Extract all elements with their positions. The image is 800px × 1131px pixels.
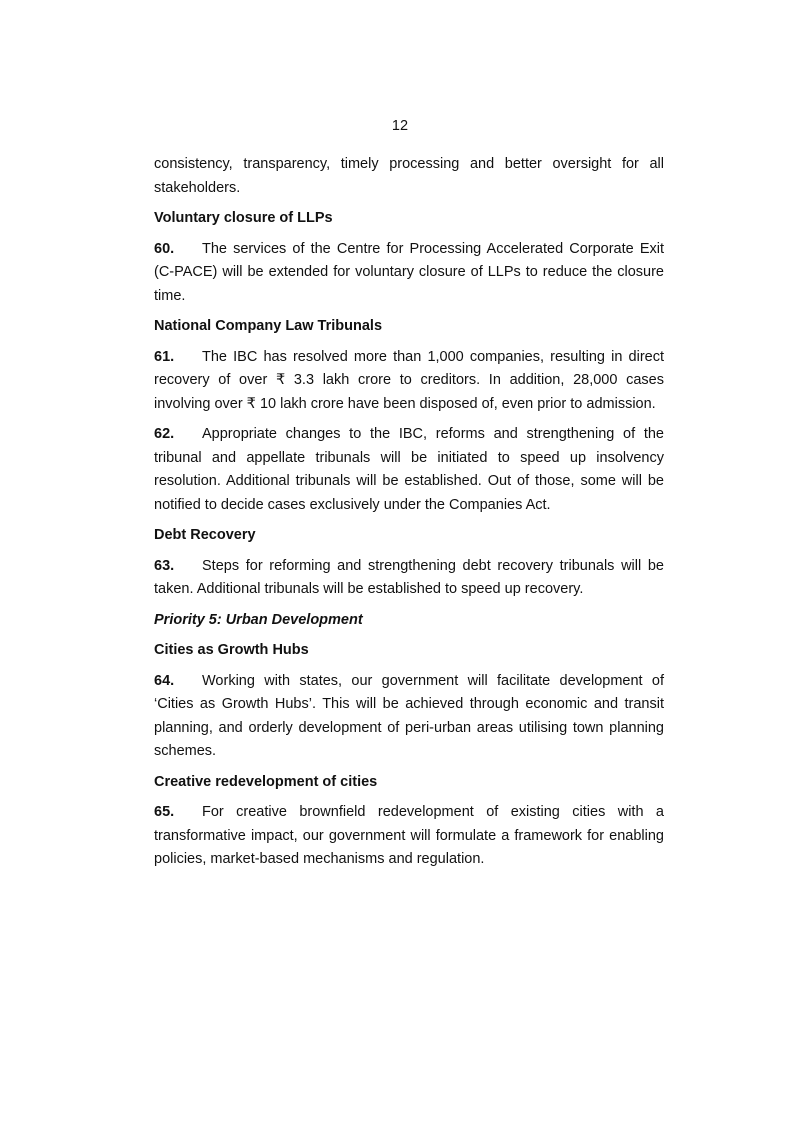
paragraph-62: [154, 423, 664, 517]
paragraph-text: Working with states, our government will facilitate development of ‘Cities as Growth Hubs’. This will be achieved through economic and transit planning, and orderly development of peri-urban areas utilising town planning schemes.: [154, 672, 664, 759]
paragraph-text: Appropriate changes to the IBC, reforms and strengthening of the tribunal and appellate tribunals will be initiated to speed up insolvency resolution. Additional tribunals will be established. Out of those, some will be notified to decide cases exclusively under the Companies Act.: [154, 426, 664, 513]
document-body: [154, 153, 664, 879]
paragraph-61: [154, 346, 664, 417]
heading-cities-growth-hubs: Cities as Growth Hubs: [154, 642, 309, 658]
heading-voluntary-closure-llps: Voluntary closure of LLPs: [154, 210, 333, 226]
heading-debt-recovery: Debt Recovery: [154, 527, 256, 543]
paragraph-text: For creative brownfield redevelopment of existing cities with a transformative impact, our government will formulate a framework for enabling policies, market-based mechanisms and regulation.: [154, 804, 664, 867]
paragraph-text: The IBC has resolved more than 1,000 companies, resulting in direct recovery of over ₹ 3.3 lakh crore to creditors. In addition, 28,000 cases involving over ₹ 10 lakh crore have been disposed of, even prior to admission.: [154, 348, 664, 412]
paragraph-60: [154, 238, 664, 309]
heading-nclt: National Company Law Tribunals: [154, 318, 383, 334]
paragraph-number: 62.: [154, 426, 175, 442]
paragraph-number: 65.: [154, 804, 175, 820]
paragraph-63: [154, 555, 664, 602]
paragraph-65: [154, 801, 664, 872]
paragraph-number: 60.: [154, 240, 175, 257]
paragraph-number: 61.: [154, 348, 175, 365]
intro-paragraph: consistency, transparency, timely processing and better oversight for all stakeholders.: [154, 156, 664, 196]
paragraph-number: 64.: [154, 672, 175, 689]
heading-creative-redevelopment: Creative redevelopment of cities: [154, 773, 378, 790]
heading-priority-urban-development: Priority 5: Urban Development: [154, 611, 363, 628]
paragraph-number: 63.: [154, 557, 175, 574]
paragraph-64: [154, 670, 664, 764]
paragraph-text: Steps for reforming and strengthening debt recovery tribunals will be taken. Additional tribunals will be established to speed up recovery.: [154, 557, 664, 597]
paragraph-text: The services of the Centre for Processing Accelerated Corporate Exit (C-PACE) will be extended for voluntary closure of LLPs to reduce the closure time.: [154, 240, 664, 304]
page-number: 12: [391, 118, 409, 134]
